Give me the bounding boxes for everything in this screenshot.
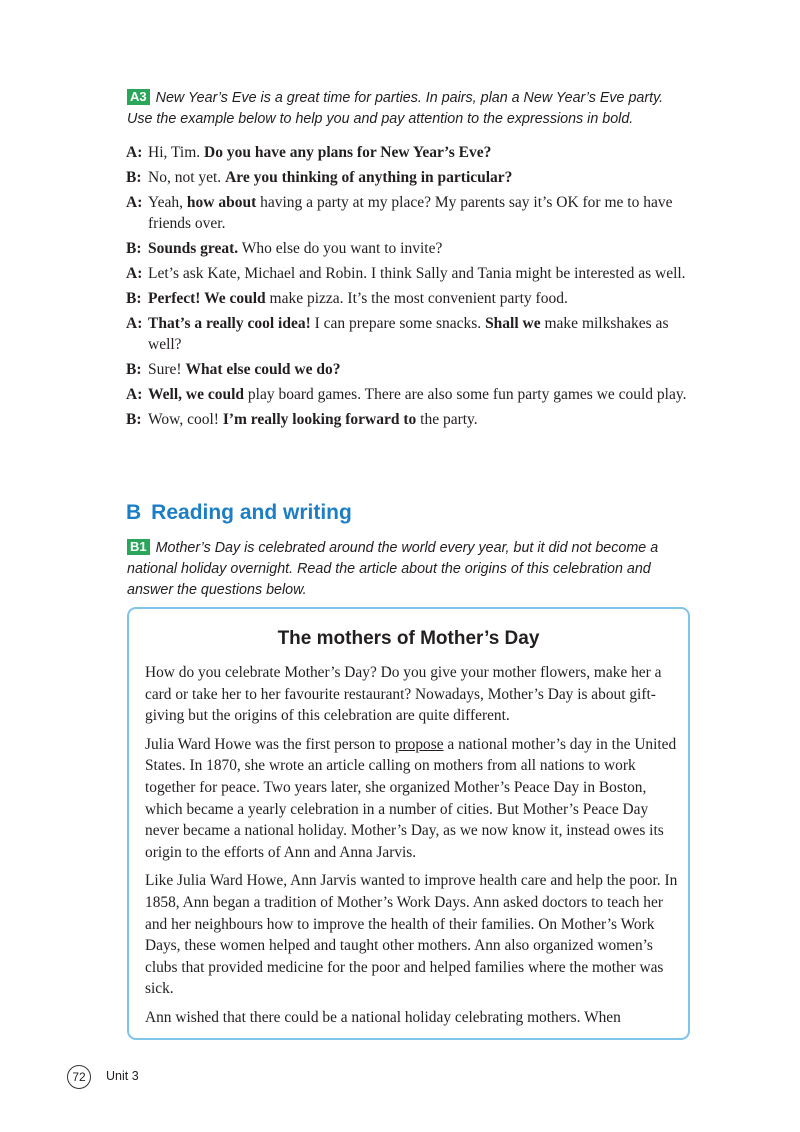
bold-expression: Do you have any plans for New Year’s Eve? bbox=[204, 144, 492, 161]
text-segment: How do you celebrate Mother’s Day? Do you give your mother flowers, make her a card or take her to her favourite restaurant? Nowadays, Mother’s Day is about gift-giving but the origins of this celebration are quite different. bbox=[145, 664, 662, 725]
a3-tag: A3 bbox=[127, 89, 150, 105]
page-number: 72 bbox=[67, 1065, 91, 1089]
speaker-label: B: bbox=[126, 411, 142, 429]
dialogue-line bbox=[126, 192, 696, 235]
dialogue-line bbox=[126, 263, 696, 285]
unit-label: Unit 3 bbox=[106, 1069, 139, 1083]
text-segment: I can prepare some snacks. bbox=[310, 314, 486, 332]
section-heading bbox=[126, 501, 352, 525]
dialogue-line bbox=[126, 288, 696, 310]
b1-instruction bbox=[127, 538, 697, 601]
speaker-label: A: bbox=[126, 193, 143, 211]
dialogue-line bbox=[126, 359, 696, 381]
speaker-label: A: bbox=[126, 386, 143, 404]
text-segment: Who else do you want to invite? bbox=[238, 240, 443, 258]
dialogue-line bbox=[126, 313, 696, 356]
speech-text bbox=[148, 409, 696, 431]
dialogue bbox=[126, 142, 696, 434]
speaker-label: B: bbox=[126, 289, 142, 307]
speaker-label: B: bbox=[126, 240, 142, 258]
bold-expression: What else could we do? bbox=[185, 361, 341, 379]
text-segment: play board games. There are also some fun party games we could play. bbox=[244, 386, 687, 404]
article-paragraph bbox=[145, 1007, 680, 1029]
article-paragraph bbox=[145, 870, 680, 1000]
speaker-label: A: bbox=[126, 314, 143, 332]
speaker-label: B: bbox=[126, 168, 142, 186]
speech-text bbox=[148, 288, 696, 310]
underlined-word: propose bbox=[394, 735, 444, 753]
text-segment: Let’s ask Kate, Michael and Robin. I think Sally and Tania might be interested as well. bbox=[148, 265, 686, 283]
text-segment: Yeah, bbox=[148, 193, 187, 211]
bold-expression: Shall we bbox=[485, 314, 541, 332]
speech-text bbox=[148, 142, 696, 164]
article-paragraph bbox=[145, 662, 680, 727]
text-segment: Julia Ward Howe was the first person to bbox=[145, 735, 395, 753]
bold-expression: Perfect! We could bbox=[148, 289, 266, 307]
speech-text bbox=[148, 167, 696, 189]
speech-text bbox=[148, 238, 696, 260]
dialogue-line bbox=[126, 384, 696, 406]
speech-text bbox=[148, 384, 696, 406]
speaker-label: A: bbox=[126, 144, 143, 161]
section-letter: B bbox=[126, 501, 142, 524]
dialogue-line bbox=[126, 238, 696, 260]
text-segment: Wow, cool! bbox=[148, 411, 223, 429]
bold-expression: Well, we could bbox=[148, 386, 245, 404]
speech-text bbox=[148, 192, 696, 235]
text-segment: Ann wished that there could be a national holiday celebrating mothers. When bbox=[145, 1008, 621, 1026]
bold-expression: Are you thinking of anything in particular? bbox=[225, 168, 513, 186]
bold-expression: I’m really looking forward to bbox=[222, 411, 417, 429]
text-segment: Like Julia Ward Howe, Ann Jarvis wanted to improve health care and help the poor. In 1858, Ann began a tradition of Mother’s Work Days. Ann asked doctors to teach her and her neighbours how to improve the health of their families. On Mother’s Work Days, these women helped and taught other mothers. Ann also organized women’s clubs that provided medicine for the poor and helped families where the mother was sick. bbox=[145, 872, 678, 998]
b1-instruction-text: Mother’s Day is celebrated around the world every year, but it did not become a national holiday overnight. Read the article about the origins of this celebration and answer the questions below. bbox=[127, 540, 659, 598]
text-segment: the party. bbox=[416, 411, 478, 429]
dialogue-line bbox=[126, 142, 696, 164]
text-segment: a national mother’s day in the United States. In 1870, she wrote an article calling on mothers from all nations to work together for peace. Two years later, she organized Mother’s Peace Day in Boston, which became a yearly celebration in a number of cities. But Mother’s Peace Day never became a national holiday. Mother’s Day, as we now know it, instead owes its origin to the efforts of Ann and Anna Jarvis. bbox=[145, 735, 677, 861]
text-segment: having a party at my place? My parents say it’s OK for me to have friends over. bbox=[148, 193, 673, 233]
speech-text bbox=[148, 313, 696, 356]
speech-text bbox=[148, 359, 696, 381]
text-segment: make milkshakes as well? bbox=[148, 314, 669, 354]
article-title: The mothers of Mother’s Day bbox=[277, 628, 540, 649]
text-segment: Sure! bbox=[148, 361, 186, 379]
speaker-label: A: bbox=[126, 265, 143, 283]
b1-tag: B1 bbox=[127, 539, 150, 555]
dialogue-line bbox=[126, 409, 696, 431]
bold-expression: Sounds great. bbox=[148, 240, 239, 258]
article-paragraph bbox=[145, 734, 680, 864]
a3-instruction bbox=[127, 88, 692, 130]
section-title: Reading and writing bbox=[151, 501, 352, 524]
text-segment: Hi, Tim. bbox=[148, 144, 205, 161]
speech-text bbox=[148, 263, 696, 285]
a3-instruction-text: New Year’s Eve is a great time for parties. In pairs, plan a New Year’s Eve party. Use the example below to help you and pay attention to the expressions in bold. bbox=[127, 90, 664, 127]
bold-expression: how about bbox=[186, 193, 257, 211]
text-segment: No, not yet. bbox=[148, 168, 226, 186]
text-segment: make pizza. It’s the most convenient party food. bbox=[265, 289, 568, 307]
article-box bbox=[127, 607, 690, 1040]
dialogue-line bbox=[126, 167, 696, 189]
speaker-label: B: bbox=[126, 361, 142, 379]
article-body bbox=[145, 662, 680, 1036]
bold-expression: That’s a really cool idea! bbox=[148, 314, 311, 332]
